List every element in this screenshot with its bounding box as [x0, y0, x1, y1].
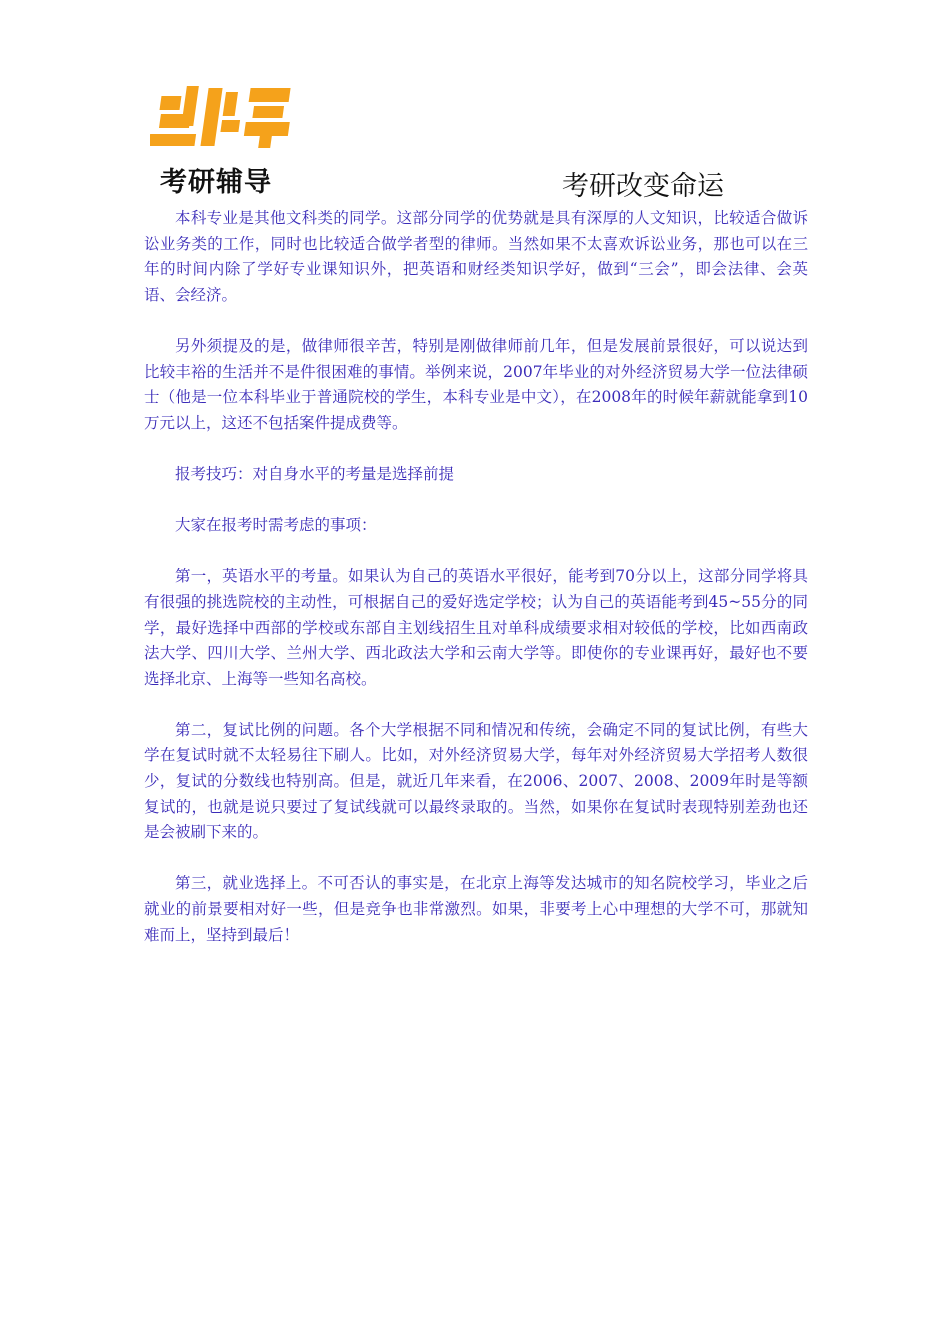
paragraph: 另外须提及的是，做律师很辛苦，特别是刚做律师前几年，但是发展前景很好，可以说达到比较丰裕的生活并不是件很困难的事情。举例来说，2007年毕业的对外经济贸易大学一位法律硕士（他是一位本科毕业于普通院校的学生，本科专业是中文），在2008年的时候年薪就能拿到10万元以上，这还不包括案件提成费等。 — [144, 336, 808, 432]
paragraph: 大家在报考时需考虑的事项： — [175, 516, 377, 535]
page-slogan: 考研改变命运 — [562, 171, 724, 202]
paragraph: 第三，就业选择上。不可否认的事实是，在北京上海等发达城市的知名院校学习，毕业之后就业的前景要相对好一些，但是竞争也非常激烈。如果，非要考上心中理想的大学不可，那就知难而上，坚持到最后！ — [144, 874, 808, 944]
logo-mark-icon — [150, 72, 310, 162]
article-body — [144, 206, 808, 974]
logo-subtitle: 考研辅导 — [160, 167, 272, 198]
paragraph: 报考技巧：对自身水平的考量是选择前提 — [175, 464, 455, 483]
paragraph: 第二，复试比例的问题。各个大学根据不同和情况和传统，会确定不同的复试比例，有些大学在复试时就不太轻易往下刷人。比如，对外经济贸易大学，每年对外经济贸易大学招考人数很少，复试的分数线也特别高。但是，就近几年来看，在2006、2007、2008、2009年时是等额复试的，也就是说只要过了复试线就可以最终录取的。当然，如果你在复试时表现特别差劲也还是会被刷下来的。 — [144, 720, 808, 842]
paragraph: 本科专业是其他文科类的同学。这部分同学的优势就是具有深厚的人文知识，比较适合做诉讼业务类的工作，同时也比较适合做学者型的律师。当然如果不太喜欢诉讼业务，那也可以在三年的时间内除了学好专业课知识外，把英语和财经类知识学好，做到“三会”，即会法律、会英语、会经济。 — [144, 209, 808, 304]
paragraph: 第一，英语水平的考量。如果认为自己的英语水平很好，能考到70分以上，这部分同学将具有很强的挑选院校的主动性，可根据自己的爱好选定学校；认为自己的英语能考到45~55分的同学，最好选择中西部的学校或东部自主划线招生且对单科成绩要求相对较低的学校，比如西南政法大学、四川大学、兰州大学、西北政法大学和云南大学等。即使你的专业课再好，最好也不要选择北京、上海等一些知名高校。 — [144, 567, 808, 688]
logo — [150, 72, 310, 202]
